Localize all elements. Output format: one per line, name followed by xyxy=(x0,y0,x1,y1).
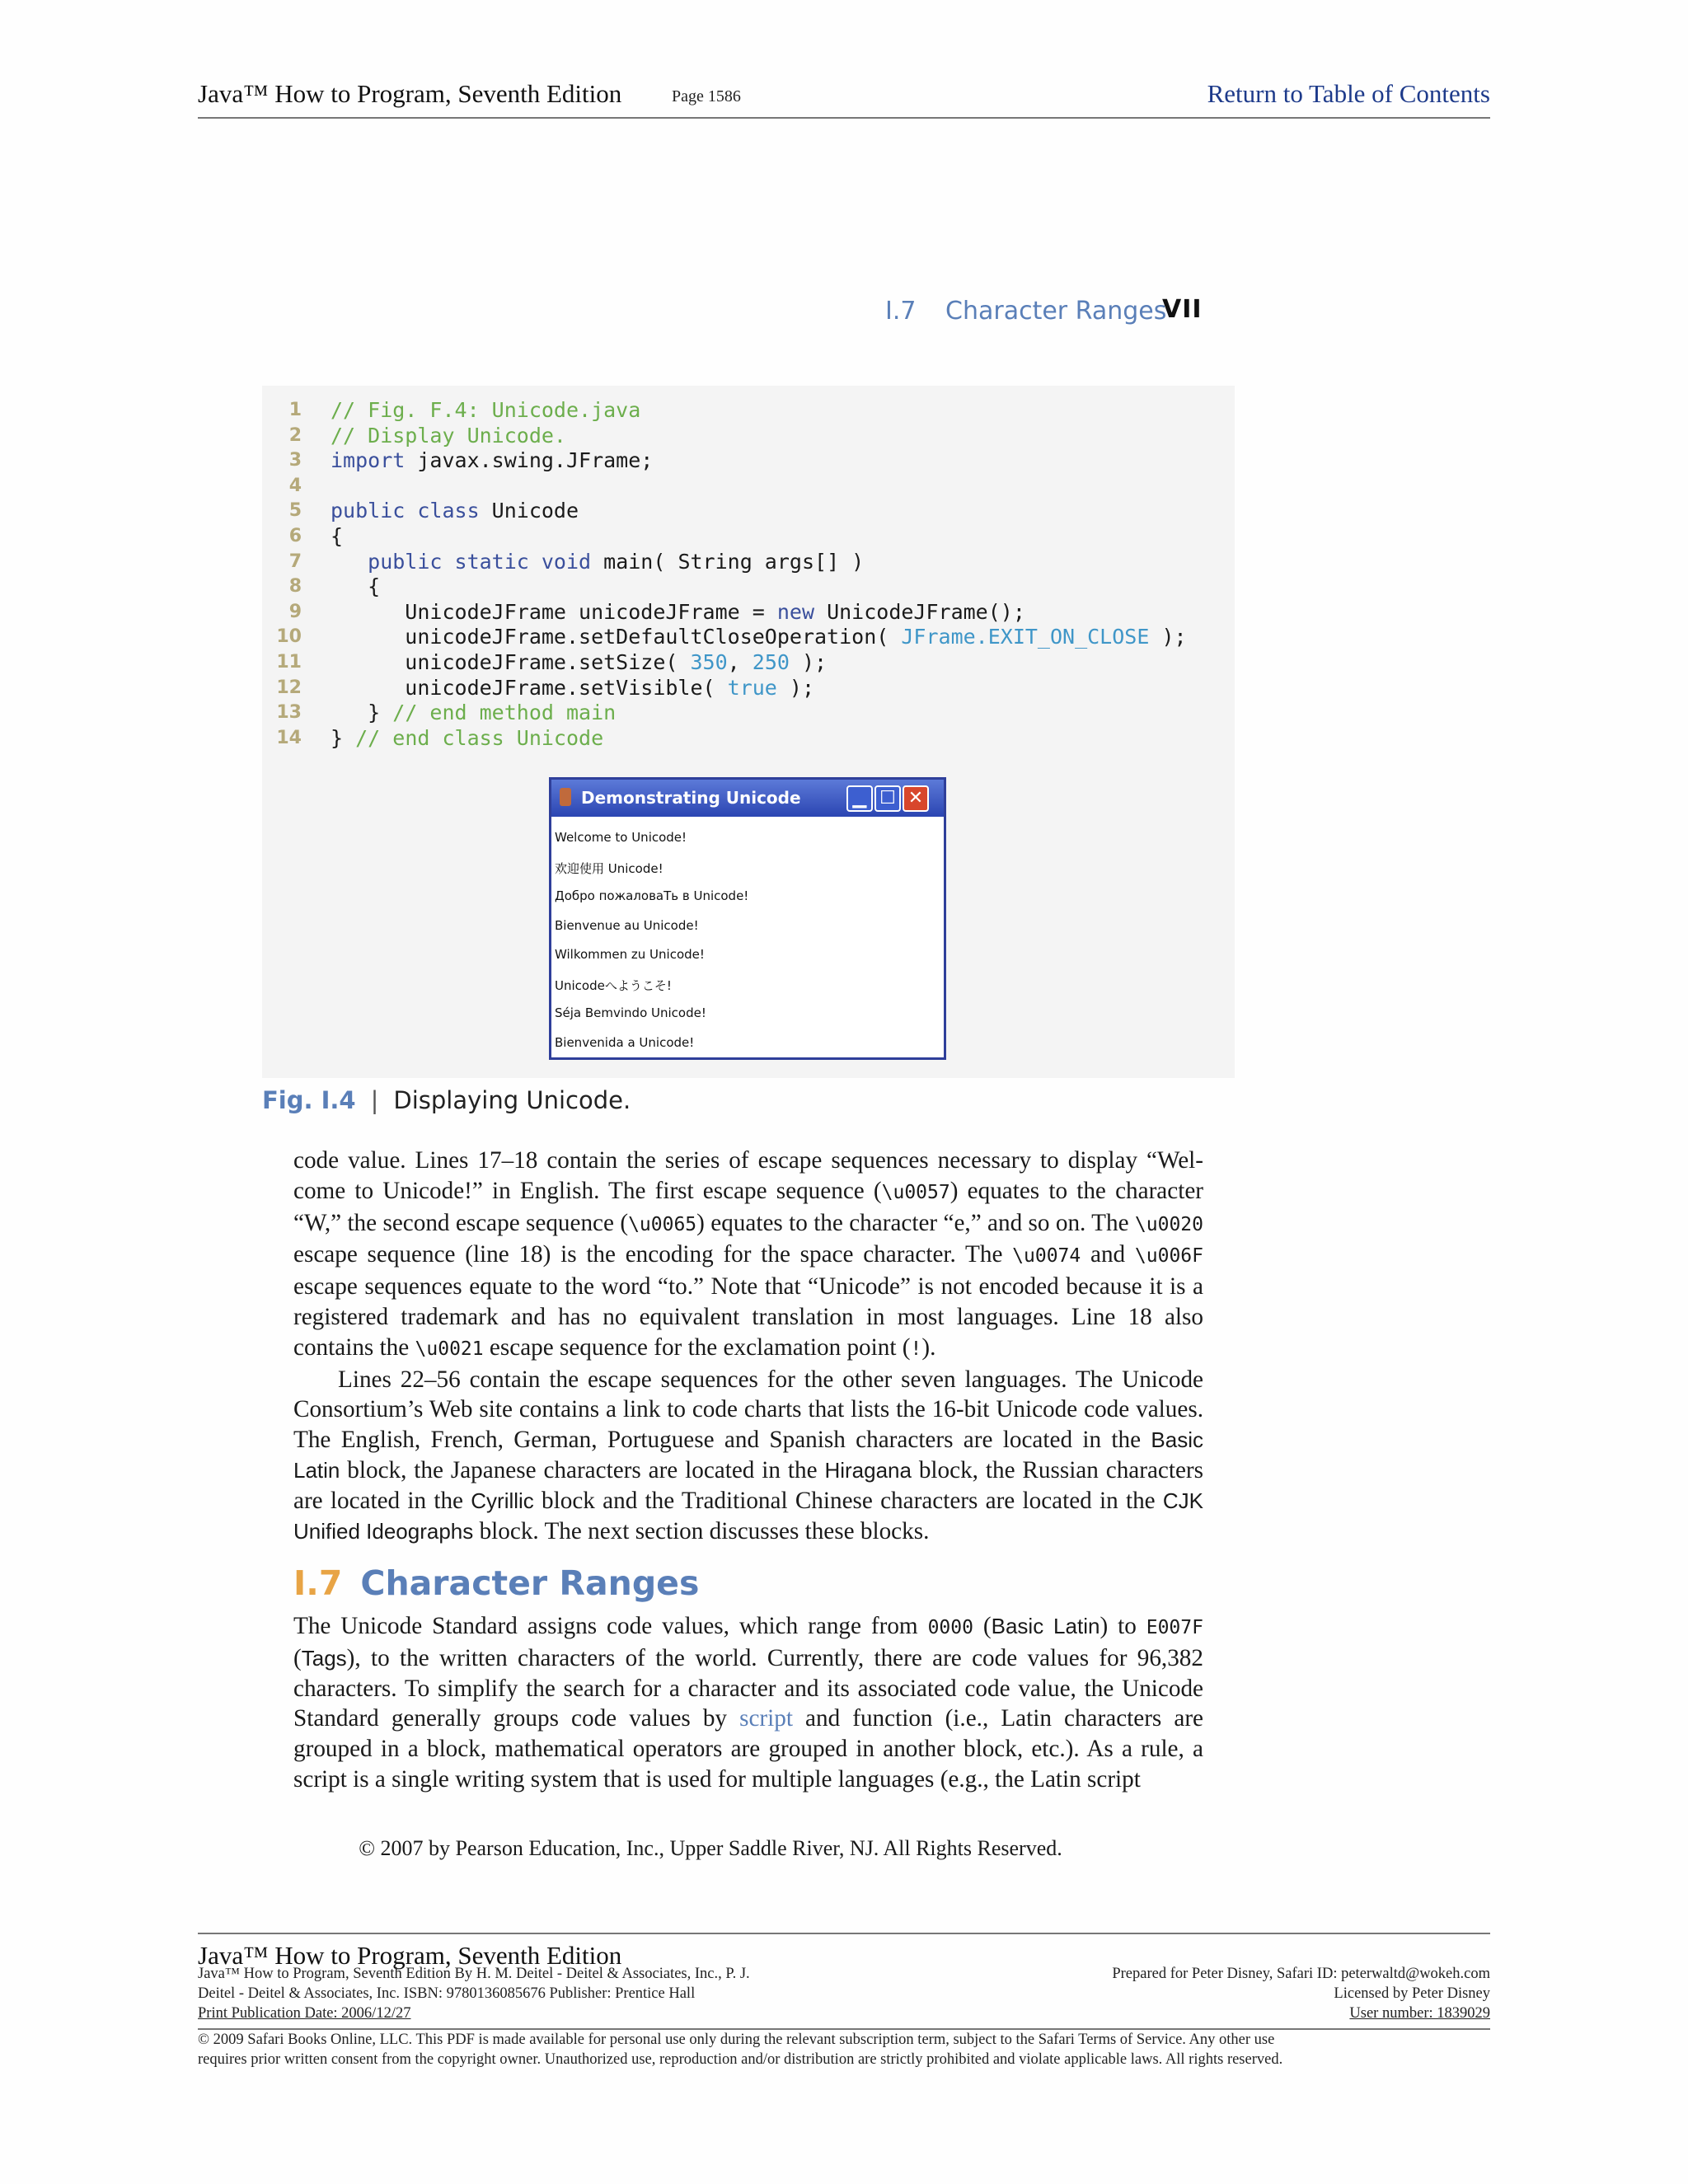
paragraph xyxy=(293,1611,1203,1795)
figure-label: Fig. I.4 xyxy=(262,1086,356,1114)
line-number: 11 xyxy=(276,652,302,673)
line-number: 8 xyxy=(288,576,302,598)
code-token: ); xyxy=(1149,625,1187,649)
text-run: escape sequence for the exclamation point ( xyxy=(483,1333,911,1361)
text-run: The Unicode Standard assigns code values, which range from xyxy=(293,1613,928,1639)
code-term: \u0020 xyxy=(1134,1213,1204,1235)
code-text xyxy=(331,423,566,448)
toc-link[interactable]: Return to Table of Contents xyxy=(1207,79,1490,108)
line-number: 5 xyxy=(288,500,302,522)
code-token: } xyxy=(331,725,356,750)
code-token: 350 xyxy=(690,650,728,674)
page-footer xyxy=(198,1933,1490,2068)
greeting-line: 欢迎使用 Unicode! xyxy=(555,860,663,876)
code-term: E007F xyxy=(1146,1617,1203,1638)
code-term: \u0074 xyxy=(1012,1245,1081,1268)
section-title: Character Ranges xyxy=(360,1563,700,1603)
section-heading xyxy=(293,1563,699,1603)
line-number: 1 xyxy=(288,400,302,420)
figure-caption xyxy=(262,1086,631,1114)
code-figure xyxy=(262,386,1235,1078)
code-token: // Fig. F.4: Unicode.java xyxy=(331,398,641,422)
line-number: 3 xyxy=(288,450,302,471)
code-token: UnicodeJFrame unicodeJFrame = xyxy=(331,599,777,624)
block-name: Basic Latin xyxy=(991,1614,1100,1638)
code-token: JFrame.EXIT_ON_CLOSE xyxy=(901,625,1150,649)
footer-divider xyxy=(198,2028,1490,2030)
greeting-line: Bienvenida a Unicode! xyxy=(555,1034,695,1050)
maximize-icon[interactable]: ☐ xyxy=(874,785,901,812)
footer-prepared-for: Prepared for Peter Disney, Safari ID: peterwaltd@wokeh.com xyxy=(1112,1966,1490,1982)
greeting-line: Bienvenue au Unicode! xyxy=(555,917,699,933)
demo-window xyxy=(549,777,946,1060)
greeting-line: Unicodeへようこそ! xyxy=(555,977,672,993)
text-run: ) to xyxy=(1100,1613,1146,1639)
code-text xyxy=(331,397,640,423)
text-run: ( xyxy=(973,1613,992,1639)
code-token: // end class Unicode xyxy=(355,725,604,750)
page-number: Page 1586 xyxy=(672,87,741,105)
greeting-line: Добро пожаловаТь в Unicode! xyxy=(555,888,749,903)
footer-title: Java™ How to Program, Seventh Edition xyxy=(198,1941,622,1970)
line-number: 4 xyxy=(288,475,302,496)
java-app-icon xyxy=(560,788,571,806)
text-run: block. The next section discusses these blocks. xyxy=(473,1517,930,1544)
code-text xyxy=(331,675,814,701)
text-run: escape sequences equate to the word “to.” Note that “Unicode” is not encoded because it is a registered trademark and has no equivalent translation in most languages. Line 18 also contains the xyxy=(293,1273,1203,1361)
footer-legal-2: requires prior written consent from the copyright owner. Unauthorized use, reproduction and/or distribution are strictly prohibited and violate applicable laws. All rights reserved. xyxy=(198,2051,1283,2068)
code-text xyxy=(331,725,603,751)
code-text xyxy=(331,549,864,574)
block-name: Hiragana xyxy=(824,1457,912,1483)
copyright-notice xyxy=(0,1836,1688,1861)
running-head xyxy=(885,297,1166,326)
line-number: 6 xyxy=(288,526,302,546)
running-head-number: I.7 xyxy=(885,297,917,326)
footer-user-number: User number: 1839029 xyxy=(1349,2005,1490,2022)
code-token: import xyxy=(331,448,406,473)
paragraph xyxy=(293,1146,1203,1365)
code-term: 0000 xyxy=(927,1617,973,1638)
caption-separator: | xyxy=(370,1086,379,1114)
code-text xyxy=(331,523,343,549)
code-text xyxy=(331,599,1025,625)
folio: VII xyxy=(1162,295,1203,324)
code-token: UnicodeJFrame(); xyxy=(814,599,1025,624)
text-run: block, the Japanese characters are located in the xyxy=(340,1456,825,1483)
code-token: { xyxy=(331,574,381,599)
code-text xyxy=(331,624,1187,649)
code-token: // Display Unicode. xyxy=(331,423,566,448)
code-token: public static void xyxy=(368,549,592,574)
text-run: and xyxy=(1081,1241,1135,1268)
code-token: Unicode xyxy=(479,499,579,523)
text-run: ). xyxy=(921,1333,936,1361)
code-token: unicodeJFrame.setSize( xyxy=(331,650,691,674)
code-token: , xyxy=(727,650,753,674)
code-token: ); xyxy=(789,650,828,674)
footer-legal-1: © 2009 Safari Books Online, LLC. This PDF is made available for personal use only during the relevant subscription term, subject to the Safari Terms of Service. Any other use xyxy=(198,2032,1275,2048)
text-run: block, the Russian characters are located in the xyxy=(293,1456,1204,1514)
code-token: unicodeJFrame.setDefaultCloseOperation( xyxy=(331,625,902,649)
code-token: ); xyxy=(776,675,815,700)
figure-title: Displaying Unicode. xyxy=(393,1086,631,1114)
code-text xyxy=(331,448,653,473)
line-number: 2 xyxy=(288,424,302,446)
code-token: new xyxy=(776,599,815,624)
text-run: ) equates to the character “W,” the second escape sequence ( xyxy=(293,1177,1203,1236)
greeting-line: Wilkommen zu Unicode! xyxy=(555,947,705,962)
block-name: Basic Latin xyxy=(293,1427,1203,1483)
running-head-title: Character Ranges xyxy=(945,297,1167,326)
footer-book-info: Java™ How to Program, Seventh Edition By H. M. Deitel - Deitel & Associates, Inc., P. J. xyxy=(198,1966,750,1982)
code-text xyxy=(331,700,616,725)
code-token: { xyxy=(331,524,344,548)
window-title: Demonstrating Unicode xyxy=(581,788,801,808)
window-title-bar xyxy=(551,780,944,817)
text-run: block and the Traditional Chinese characters are located in the xyxy=(533,1487,1163,1514)
line-number: 12 xyxy=(276,677,302,698)
body-text-1 xyxy=(293,1146,1203,1546)
code-token: main( String args[] ) xyxy=(591,549,865,574)
line-number: 7 xyxy=(288,551,302,572)
footer-pub-date: Print Publication Date: 2006/12/27 xyxy=(198,2005,411,2022)
code-token: javax.swing.JFrame; xyxy=(405,448,654,473)
book-title: Java™ How to Program, Seventh Edition xyxy=(198,79,622,108)
body-text-2 xyxy=(293,1611,1203,1795)
greeting-line: Welcome to Unicode! xyxy=(555,830,687,845)
minimize-icon[interactable]: ▁ xyxy=(846,785,873,812)
block-name: Cyrillic xyxy=(471,1488,534,1513)
paragraph xyxy=(293,1365,1203,1547)
close-icon[interactable]: ✕ xyxy=(903,785,929,812)
footer-licensed-by: Licensed by Peter Disney xyxy=(1334,1985,1490,2002)
line-number: 10 xyxy=(276,626,302,648)
code-token: // end method main xyxy=(392,701,617,725)
line-number: 9 xyxy=(288,601,302,622)
text-run: and function (i.e., Latin characters are grouped in a block, mathematical operators are grouped in another block, etc.). As a rule, a script is a single writing system that is used for multiple languages (e.g., the Latin script xyxy=(293,1705,1203,1793)
code-term: \u0057 xyxy=(881,1181,950,1203)
code-token: public class xyxy=(331,499,480,523)
section-number: I.7 xyxy=(293,1563,343,1603)
text-run: ), to the written characters of the world. Currently, there are code values for 96,382 characters. To simplify the search for a character and its associated code value, the Unicode Standard generally groups code values by xyxy=(293,1644,1203,1732)
code-term: \u0065 xyxy=(628,1213,697,1235)
code-token: true xyxy=(727,675,777,700)
block-name: CJK Unified Ideographs xyxy=(293,1488,1204,1544)
block-name: Tags xyxy=(301,1645,347,1671)
key-term: script xyxy=(739,1705,793,1732)
code-text xyxy=(331,649,827,675)
code-token xyxy=(331,550,368,574)
code-token: } xyxy=(331,701,393,725)
code-text xyxy=(331,498,579,523)
footer-isbn: Deitel - Deitel & Associates, Inc. ISBN: 9780136085676 Publisher: Prentice Hall xyxy=(198,1985,696,2002)
text-run: escape sequence (line 18) is the encoding for the space character. The xyxy=(293,1241,1013,1268)
greeting-line: Séja Bemvindo Unicode! xyxy=(555,1005,706,1020)
line-number: 14 xyxy=(276,727,302,748)
text-run: ) equates to the character “e,” and so on. The xyxy=(696,1209,1135,1236)
code-term: \u006F xyxy=(1134,1245,1203,1268)
code-token: unicodeJFrame.setVisible( xyxy=(331,675,728,700)
copyright-text: © 2007 by Pearson Education, Inc., Upper Saddle River, NJ. All Rights Reserved. xyxy=(359,1836,1062,1860)
text-run: ( xyxy=(293,1644,302,1671)
code-text xyxy=(331,574,380,599)
page-header xyxy=(198,79,1490,119)
code-term: \u0021 xyxy=(415,1338,484,1360)
code-token: 250 xyxy=(752,650,790,674)
text-run: Lines 22–56 contain the escape sequences for the other seven languages. The Unicode Consortium’s Web site contains a link to code charts that lists the 16-bit Unicode code values. The English, French, German, Portuguese and Spanish characters are located in the xyxy=(293,1366,1203,1454)
line-number: 13 xyxy=(276,702,302,724)
code-term: ! xyxy=(910,1338,922,1360)
text-run: code value. Lines 17–18 contain the series of escape sequences necessary to display “Welcome to Unicode!” in English. The first escape sequence ( xyxy=(293,1147,1203,1204)
